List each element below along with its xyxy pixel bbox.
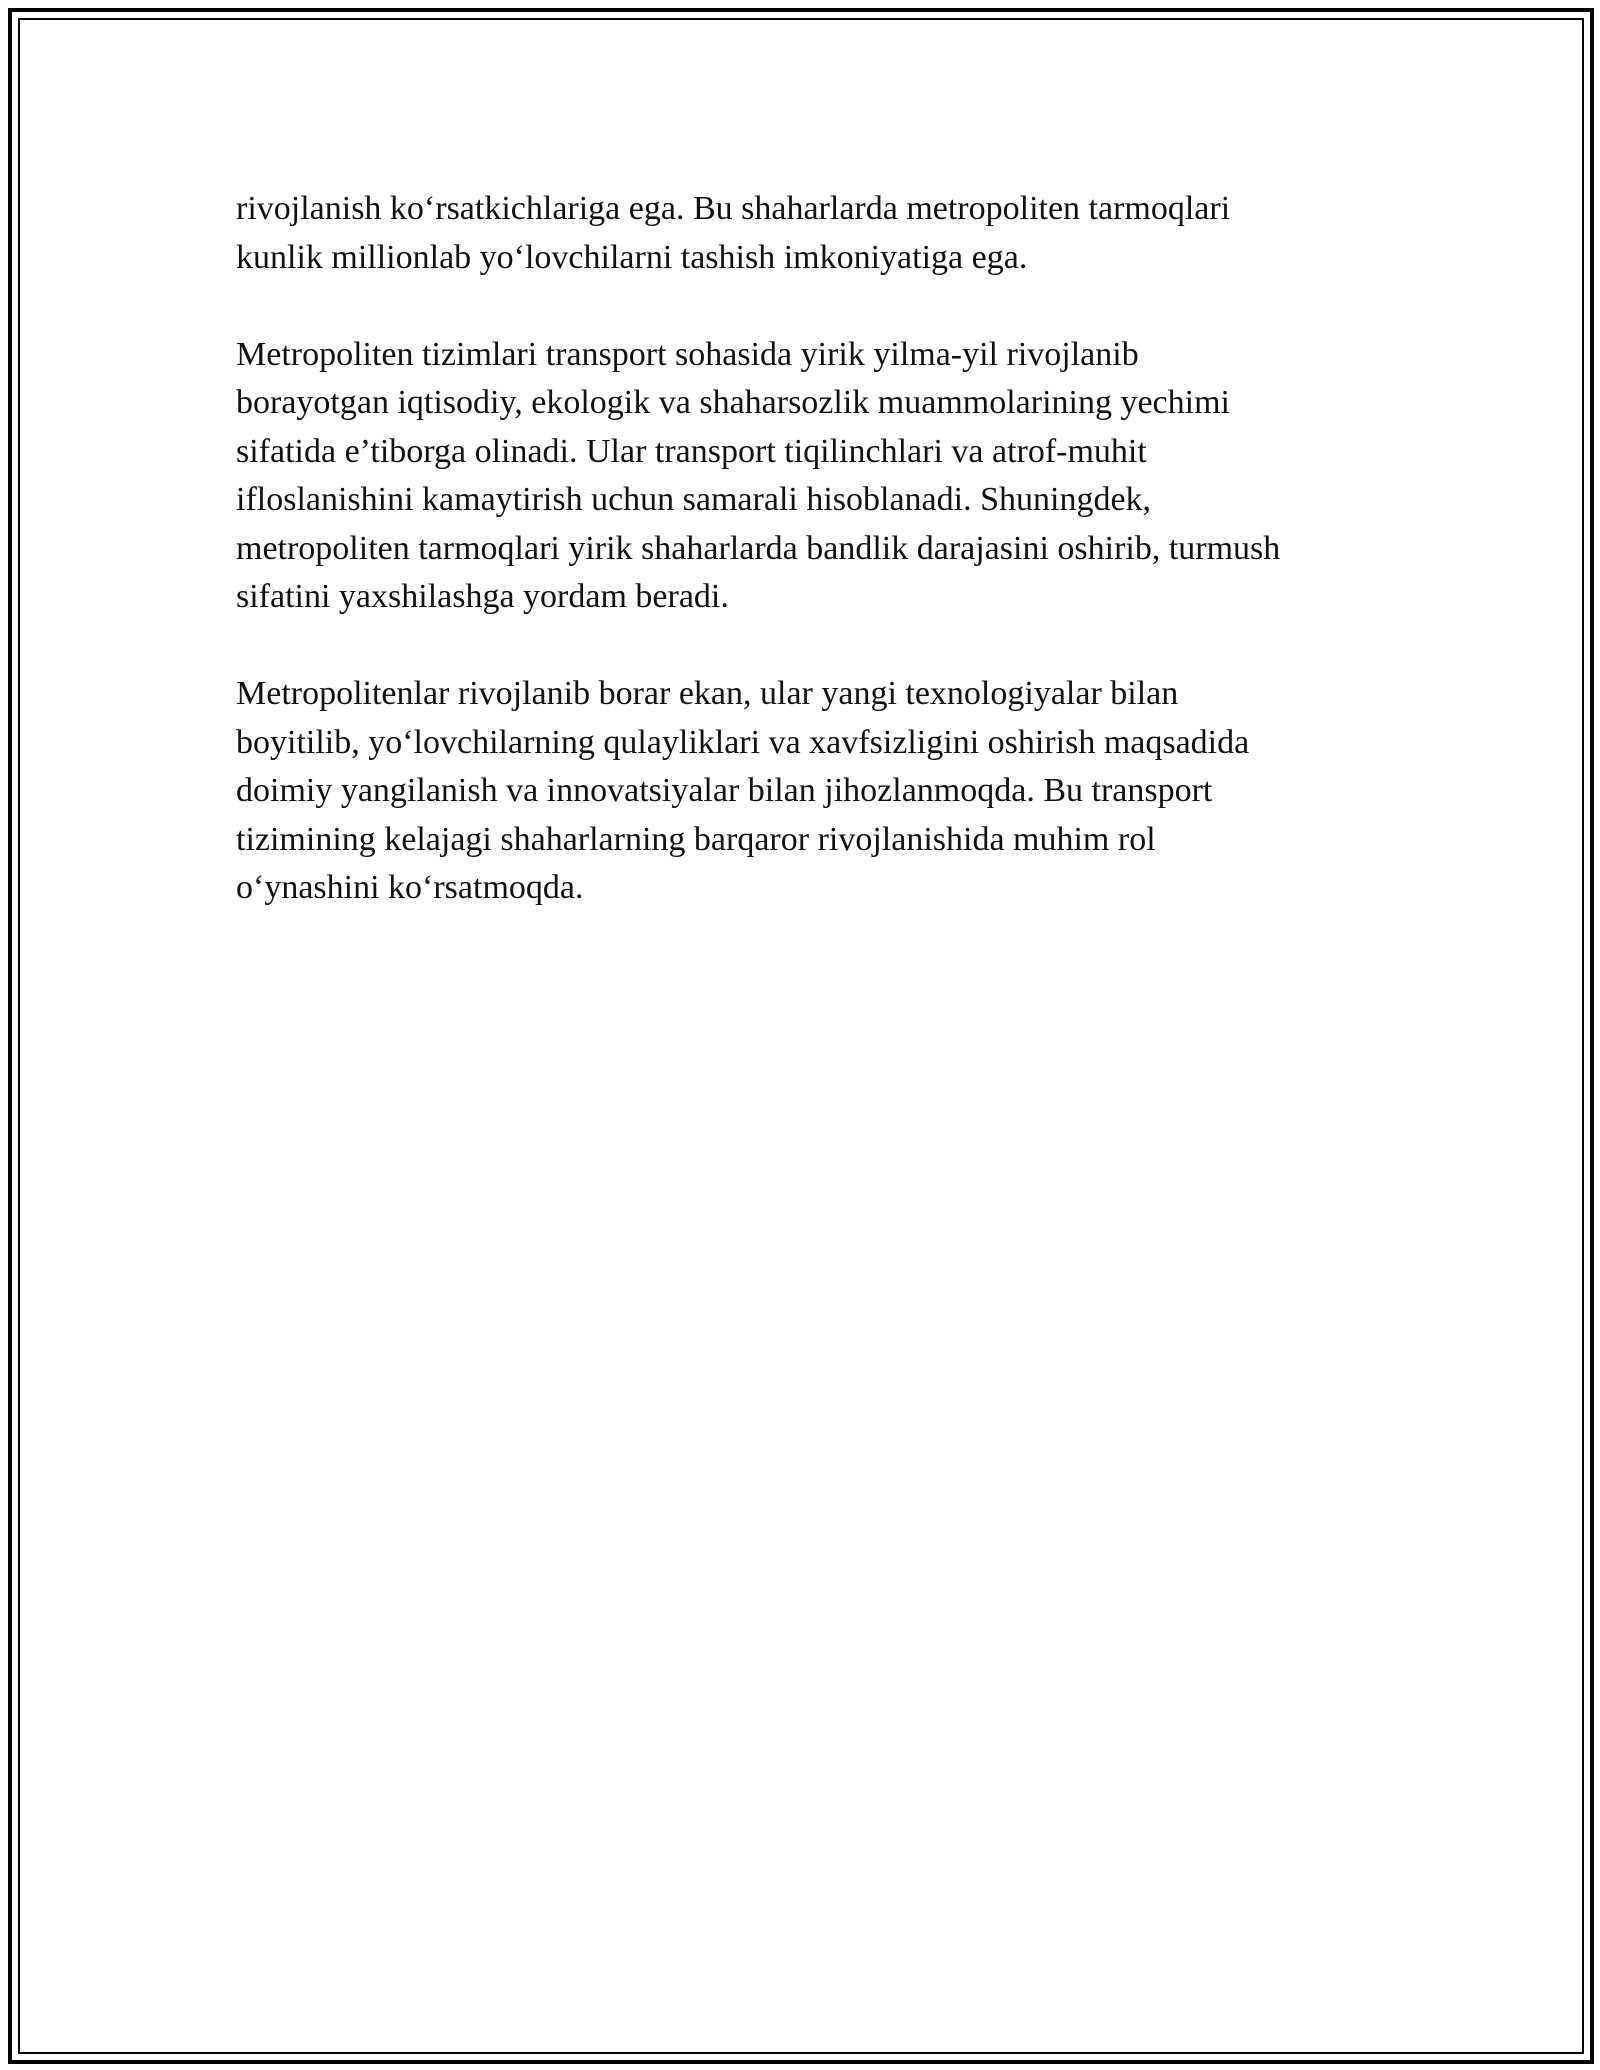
paragraph-1: rivojlanish ko‘rsatkichlariga ega. Bu shaharlarda metropoliten tarmoqlari kunlik millionlab yo‘lovchilarni tashish imkoniyatiga ega. [236, 190, 1231, 276]
paragraph-3: Metropolitenlar rivojlanib borar ekan, ular yangi texnologiyalar bilan boyitilib, yo‘lovchilarning qulayliklari va xavfsizligini oshirish maqsadida doimiy yangilanish va innovatsiyalar bilan jihozlanmoqda. Bu transport tizimining kelajagi shaharlarning barqaror rivojlanishida muhim rol o‘ynashini ko‘rsatmoqda. [236, 675, 1250, 906]
document-body [236, 185, 1396, 961]
paragraph-2: Metropoliten tizimlari transport sohasida yirik yilma-yil rivojlanib borayotgan iqtisodiy, ekologik va shaharsozlik muammolarining yechimi sifatida e’tiborga olinadi. Ular transport tiqilinchlari va atrof-muhit ifloslanishini kamaytirish uchun samarali hisoblanadi. Shuningdek, metropoliten tarmoqlari yirik shaharlarda bandlik darajasini oshirib, turmush sifatini yaxshilashga yordam beradi. [236, 335, 1281, 615]
